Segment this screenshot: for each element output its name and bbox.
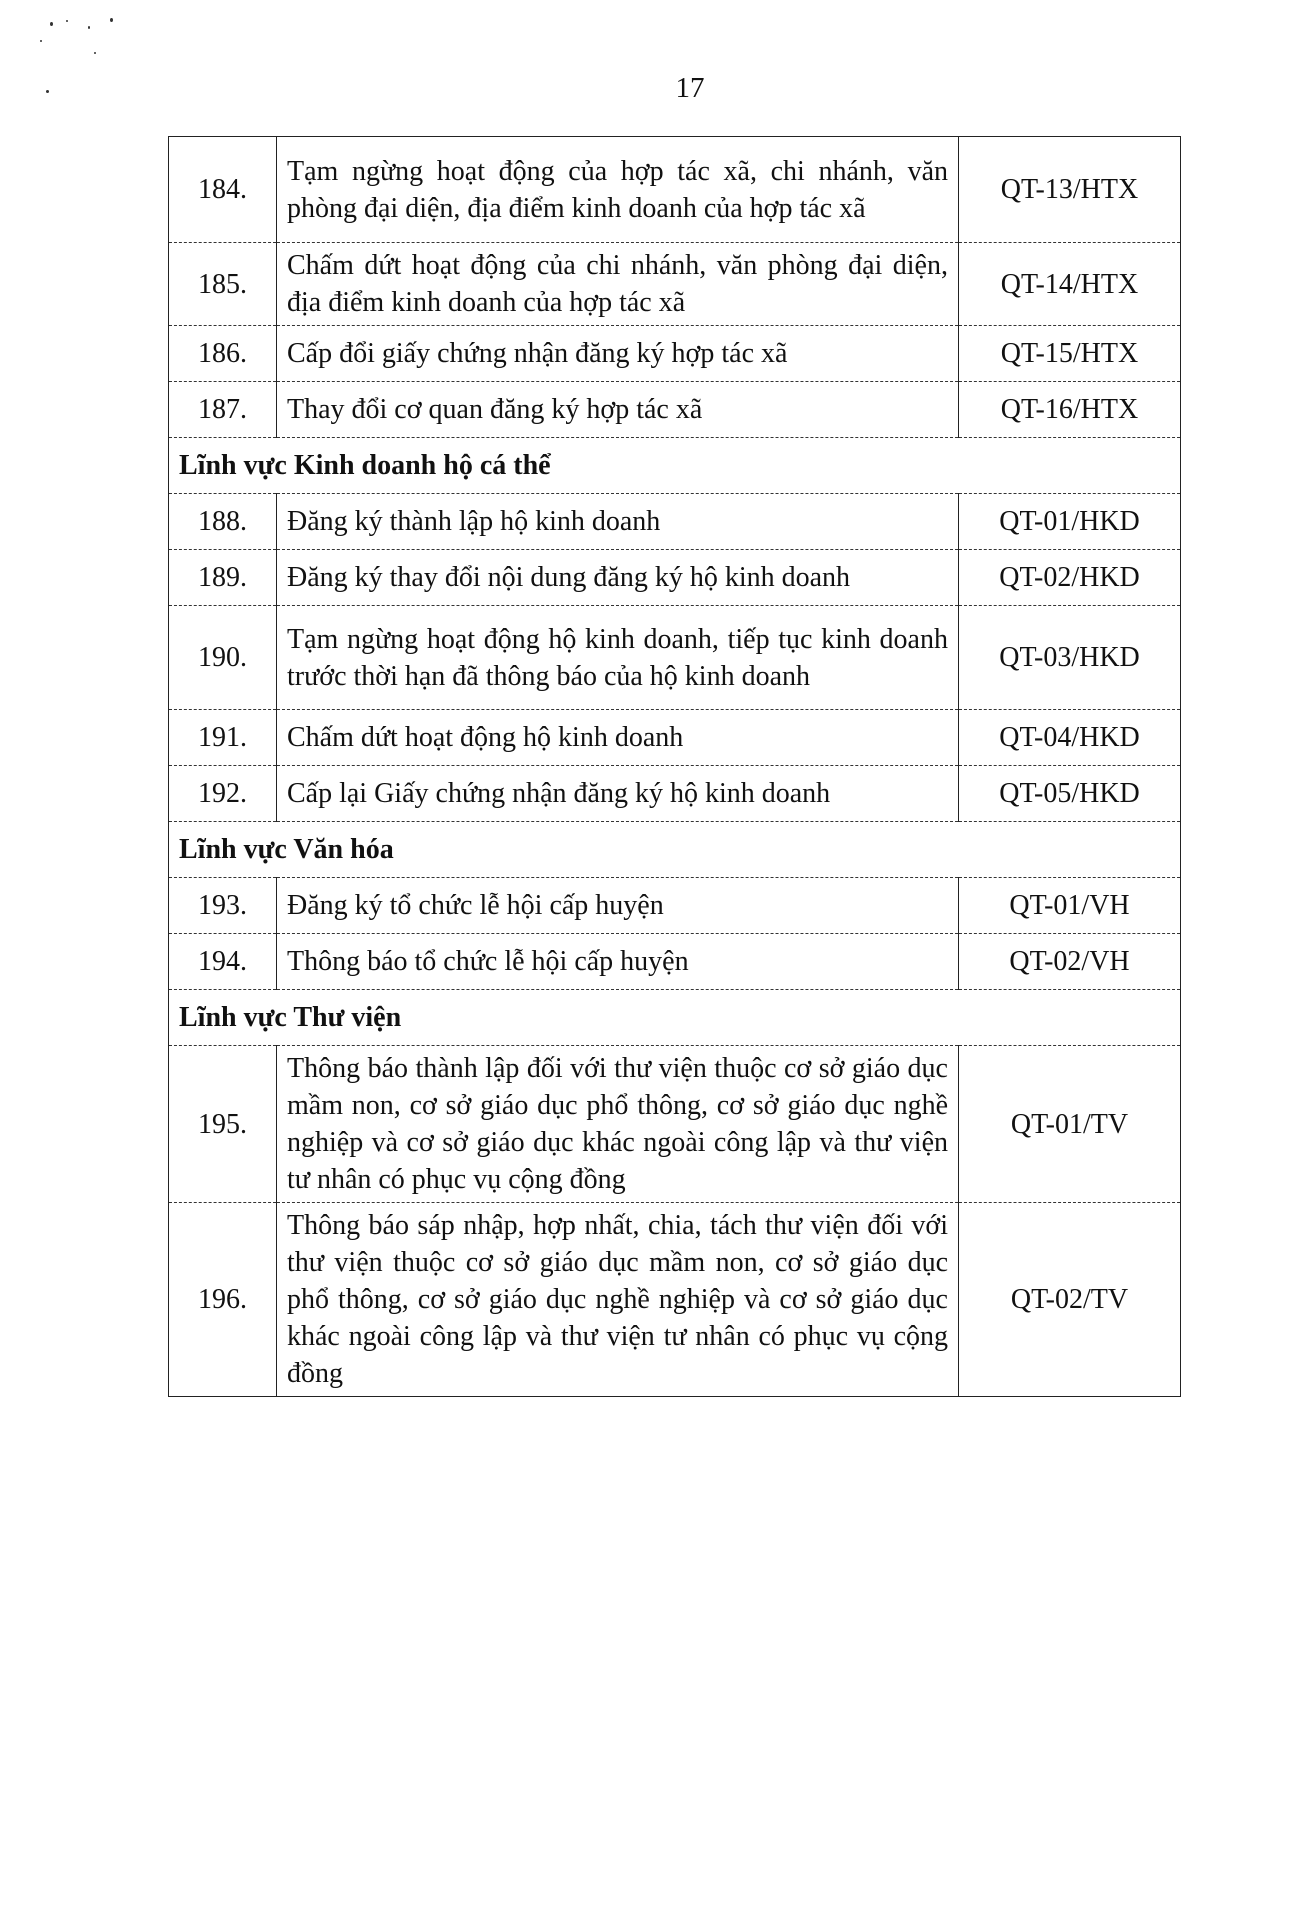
row-number: 191. bbox=[169, 710, 277, 766]
table-row bbox=[169, 1046, 1181, 1203]
scan-speck bbox=[88, 26, 90, 29]
procedure-code: QT-04/HKD bbox=[959, 710, 1181, 766]
section-row bbox=[169, 438, 1181, 494]
procedure-code: QT-02/HKD bbox=[959, 550, 1181, 606]
procedure-name: Cấp đổi giấy chứng nhận đăng ký hợp tác xã bbox=[277, 326, 959, 382]
row-number: 193. bbox=[169, 878, 277, 934]
procedure-code: QT-15/HTX bbox=[959, 326, 1181, 382]
table-row bbox=[169, 934, 1181, 990]
procedure-code: QT-02/VH bbox=[959, 934, 1181, 990]
procedure-code: QT-01/VH bbox=[959, 878, 1181, 934]
table-row bbox=[169, 766, 1181, 822]
section-title: Lĩnh vực Thư viện bbox=[169, 990, 1181, 1046]
row-number: 187. bbox=[169, 382, 277, 438]
procedure-name: Đăng ký tổ chức lễ hội cấp huyện bbox=[277, 878, 959, 934]
procedure-name: Đăng ký thay đổi nội dung đăng ký hộ kinh doanh bbox=[277, 550, 959, 606]
procedure-code: QT-13/HTX bbox=[959, 137, 1181, 243]
procedure-name: Chấm dứt hoạt động của chi nhánh, văn phòng đại diện, địa điểm kinh doanh của hợp tác xã bbox=[277, 243, 959, 326]
table-row bbox=[169, 606, 1181, 710]
procedure-name: Tạm ngừng hoạt động hộ kinh doanh, tiếp tục kinh doanh trước thời hạn đã thông báo của hộ kinh doanh bbox=[277, 606, 959, 710]
section-title: Lĩnh vực Kinh doanh hộ cá thể bbox=[169, 438, 1181, 494]
procedure-code: QT-14/HTX bbox=[959, 243, 1181, 326]
row-number: 194. bbox=[169, 934, 277, 990]
procedure-table bbox=[168, 136, 1181, 1397]
section-row bbox=[169, 990, 1181, 1046]
procedure-name: Thay đổi cơ quan đăng ký hợp tác xã bbox=[277, 382, 959, 438]
procedure-name: Thông báo tổ chức lễ hội cấp huyện bbox=[277, 934, 959, 990]
scan-speck bbox=[94, 52, 96, 54]
table-row bbox=[169, 1203, 1181, 1397]
table-row bbox=[169, 326, 1181, 382]
procedure-name: Thông báo sáp nhập, hợp nhất, chia, tách thư viện đối với thư viện thuộc cơ sở giáo dục mầm non, cơ sở giáo dục phổ thông, cơ sở giáo dục nghề nghiệp và cơ sở giáo dục khác ngoài công lập và thư viện tư nhân có phục vụ cộng đồng bbox=[277, 1203, 959, 1397]
table-row bbox=[169, 243, 1181, 326]
procedure-name: Đăng ký thành lập hộ kinh doanh bbox=[277, 494, 959, 550]
procedure-name: Thông báo thành lập đối với thư viện thuộc cơ sở giáo dục mầm non, cơ sở giáo dục phổ thông, cơ sở giáo dục nghề nghiệp và cơ sở giáo dục khác ngoài công lập và thư viện tư nhân có phục vụ cộng đồng bbox=[277, 1046, 959, 1203]
scan-speck bbox=[66, 20, 68, 22]
table-row bbox=[169, 878, 1181, 934]
procedure-code: QT-16/HTX bbox=[959, 382, 1181, 438]
scan-speck bbox=[110, 18, 113, 22]
table-row bbox=[169, 137, 1181, 243]
scan-speck bbox=[40, 40, 42, 42]
procedure-name: Chấm dứt hoạt động hộ kinh doanh bbox=[277, 710, 959, 766]
section-row bbox=[169, 822, 1181, 878]
procedure-code: QT-01/TV bbox=[959, 1046, 1181, 1203]
row-number: 195. bbox=[169, 1046, 277, 1203]
row-number: 185. bbox=[169, 243, 277, 326]
procedure-code: QT-05/HKD bbox=[959, 766, 1181, 822]
row-number: 190. bbox=[169, 606, 277, 710]
procedure-table-body bbox=[169, 137, 1181, 1397]
row-number: 196. bbox=[169, 1203, 277, 1397]
row-number: 184. bbox=[169, 137, 277, 243]
page-number: 17 bbox=[675, 72, 705, 104]
table-row bbox=[169, 550, 1181, 606]
row-number: 186. bbox=[169, 326, 277, 382]
row-number: 189. bbox=[169, 550, 277, 606]
table-row bbox=[169, 382, 1181, 438]
table-row bbox=[169, 494, 1181, 550]
row-number: 192. bbox=[169, 766, 277, 822]
scan-speck bbox=[50, 22, 53, 26]
row-number: 188. bbox=[169, 494, 277, 550]
procedure-name: Tạm ngừng hoạt động của hợp tác xã, chi nhánh, văn phòng đại diện, địa điểm kinh doanh của hợp tác xã bbox=[277, 137, 959, 243]
procedure-code: QT-02/TV bbox=[959, 1203, 1181, 1397]
table-row bbox=[169, 710, 1181, 766]
procedure-code: QT-01/HKD bbox=[959, 494, 1181, 550]
procedure-code: QT-03/HKD bbox=[959, 606, 1181, 710]
procedure-name: Cấp lại Giấy chứng nhận đăng ký hộ kinh doanh bbox=[277, 766, 959, 822]
section-title: Lĩnh vực Văn hóa bbox=[169, 822, 1181, 878]
